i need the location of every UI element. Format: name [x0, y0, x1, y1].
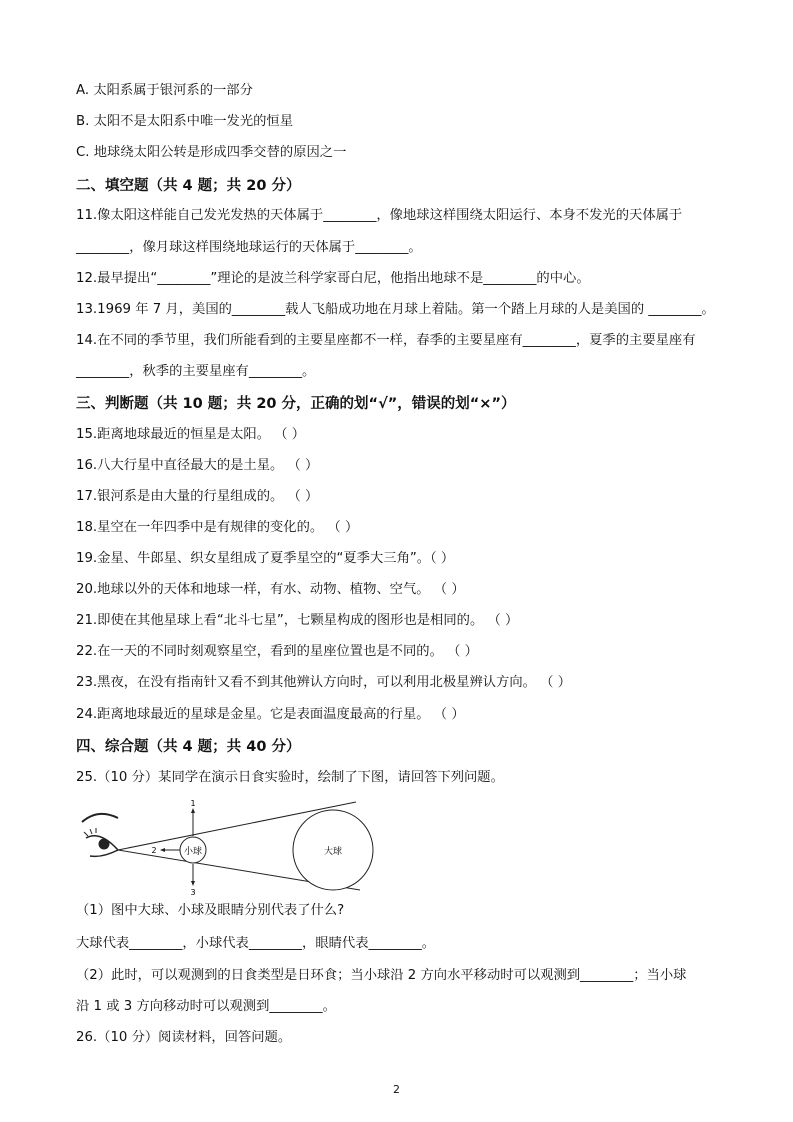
big-ball-label: 大球 [323, 847, 343, 857]
page-number: 2 [393, 1083, 400, 1096]
section-title-fill-blank: 二、填空题（共 4 题；共 20 分） [76, 178, 301, 194]
tf-item: 20.地球以外的天体和地球一样，有水、动物、植物、空气。 （ ） [76, 582, 465, 597]
question-line: 12.最早提出“________”理论的是波兰科学家哥白尼，他指出地球不是________的中心。 [76, 271, 590, 286]
question-line: 13.1969 年 7 月，美国的________载人飞船成功地在月球上着陆。第一个踏上月球的人是美国的 ________。 [76, 302, 715, 317]
question-line: ________，秋季的主要星座有________。 [76, 364, 316, 379]
question-25-1: （1）图中大球、小球及眼睛分别代表了什么? [76, 903, 345, 918]
tf-item: 24.距离地球最近的星球是金星。它是表面温度最高的行星。 （ ） [76, 707, 465, 722]
tf-item: 18.星空在一年四季中是有规律的变化的。 （ ） [76, 520, 359, 535]
option-c: C. 地球绕太阳公转是形成四季交替的原因之一 [76, 145, 347, 160]
option-a: A. 太阳系属于银河系的一部分 [76, 83, 253, 98]
question-line: 14.在不同的季节里，我们所能看到的主要星座都不一样，春季的主要星座有________，夏季的主要星座有 [76, 333, 696, 348]
direction-3-label: 3 [190, 888, 196, 896]
section-title-comprehensive: 四、综合题（共 4 题；共 40 分） [76, 739, 301, 755]
direction-1-label: 1 [190, 799, 196, 808]
question-line: 11.像太阳这样能自己发光发热的天体属于________，像地球这样围绕太阳运行、本身不发光的天体属于 [76, 208, 683, 223]
question-25-2-cont: 沿 1 或 3 方向移动时可以观测到________。 [76, 999, 336, 1014]
tf-item: 15.距离地球最近的恒星是太阳。 （ ） [76, 427, 306, 442]
solar-eclipse-diagram [76, 796, 376, 896]
question-line: ________，像月球这样围绕地球运行的天体属于________。 [76, 240, 422, 255]
tf-item: 22.在一天的不同时刻观察星空，看到的星座位置也是不同的。 （ ） [76, 644, 478, 659]
direction-2-label: 2 [151, 846, 157, 855]
question-25-2: （2）此时，可以观测到的日食类型是日环食；当小球沿 2 方向水平移动时可以观测到________；当小球 [76, 968, 687, 983]
question-26: 26.（10 分）阅读材料，回答问题。 [76, 1030, 292, 1045]
tf-item: 21.即使在其他星球上看“北斗七星”，七颗星构成的图形也是相同的。 （ ） [76, 613, 519, 628]
question-25: 25.（10 分）某同学在演示日食实验时，绘制了下图，请回答下列问题。 [76, 770, 504, 785]
tf-item: 17.银河系是由大量的行星组成的。 （ ） [76, 489, 319, 504]
section-title-true-false: 三、判断题（共 10 题；共 20 分，正确的划“√”，错误的划“×”） [76, 396, 516, 412]
small-ball-label: 小球 [183, 847, 203, 857]
question-25-1-answer: 大球代表________，小球代表________，眼睛代表________。 [76, 936, 436, 951]
tf-item: 16.八大行星中直径最大的是土星。 （ ） [76, 458, 319, 473]
option-b: B. 太阳不是太阳系中唯一发光的恒星 [76, 114, 294, 129]
tf-item: 23.黑夜，在没有指南针又看不到其他辨认方向时，可以利用北极星辨认方向。 （ ） [76, 675, 571, 690]
tf-item: 19.金星、牛郎星、织女星组成了夏季星空的“夏季大三角”。（ ） [76, 551, 455, 566]
eye-icon [82, 814, 118, 857]
